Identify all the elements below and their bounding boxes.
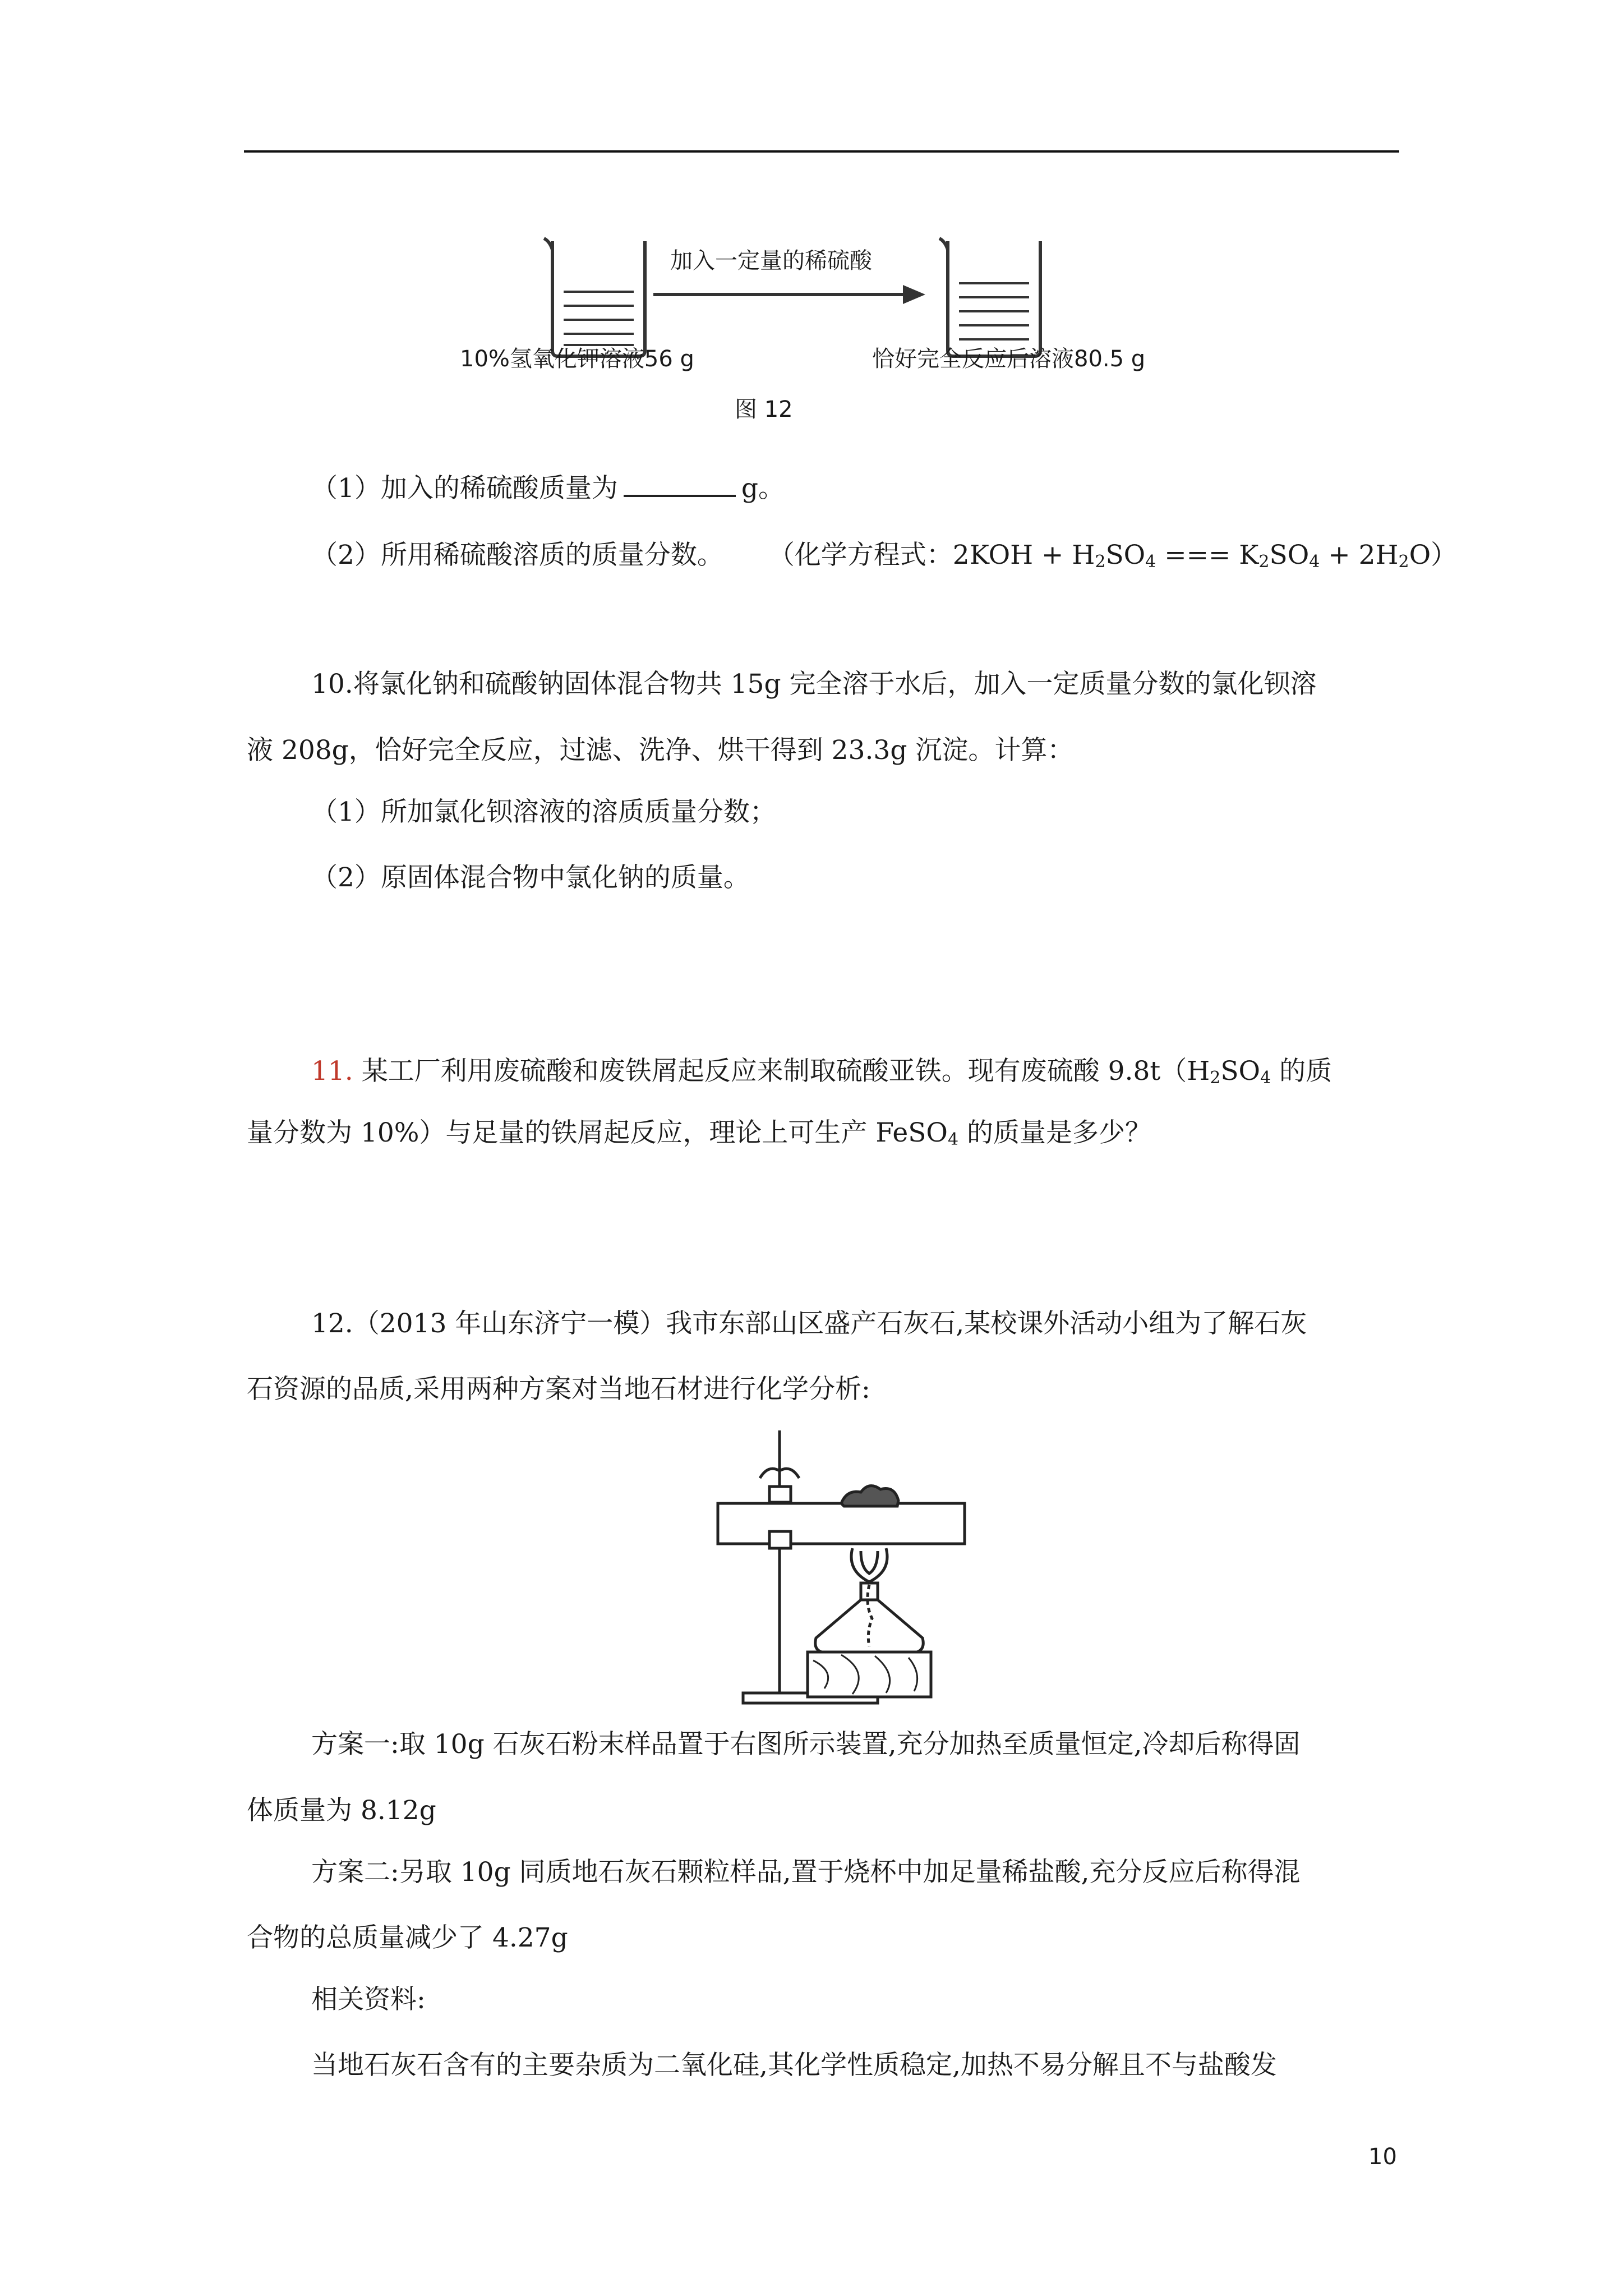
figure-label: 图 12 xyxy=(735,397,793,422)
page-number: 10 xyxy=(1368,2144,1397,2170)
plan1-line1: 方案一:取 10g 石灰石粉末样品置于右图所示装置,充分加热至质量恒定,冷却后称得固 xyxy=(311,1729,1301,1760)
arrow-label: 加入一定量的稀硫酸 xyxy=(670,248,872,274)
q10-line1: 10.将氯化钠和硫酸钠固体混合物共 15g 完全溶于水后，加入一定质量分数的氯化钡溶 xyxy=(311,669,1317,700)
q9-part1-suffix: g。 xyxy=(741,473,785,504)
arrow-icon xyxy=(653,285,925,304)
q9-part2 xyxy=(311,539,1457,579)
reference-title: 相关资料: xyxy=(311,1984,426,2015)
q10-part2: （2）原固体混合物中氯化钠的质量。 xyxy=(311,862,750,893)
chemical-equation: （化学方程式：$2KOH + H_2SO_4$ === $K_2SO_4 + 2H_2O$） xyxy=(768,540,1458,572)
q9-part1 xyxy=(311,470,785,505)
q12-line1: 12.（2013 年山东济宁一模）我市东部山区盛产石灰石,某校课外活动小组为了解石灰 xyxy=(311,1308,1307,1339)
left-beaker-icon xyxy=(544,238,645,356)
answer-blank xyxy=(624,470,736,497)
left-beaker-caption: 10%氢氧化钾溶液56 g xyxy=(460,346,694,372)
right-beaker-icon xyxy=(939,238,1040,356)
reference-line1: 当地石灰石含有的主要杂质为二氧化硅,其化学性质稳定,加热不易分解且不与盐酸发 xyxy=(311,2050,1277,2081)
plan2-line1: 方案二:另取 10g 同质地石灰石颗粒样品,置于烧杯中加足量稀盐酸,充分反应后称得混 xyxy=(311,1857,1301,1888)
q11-line1: 11. 某工厂利用废硫酸和废铁屑起反应来制取硫酸亚铁。现有废硫酸 $9.8t(H_2SO_4$ 的质 xyxy=(311,1056,1332,1088)
q11-line2: 量分数为 10%）与足量的铁屑起反应，理论上可生产 FeSO$_4$ 的质量是多少？ xyxy=(247,1117,1151,1149)
q10-part1: （1）所加氯化钡溶液的溶质质量分数； xyxy=(311,797,776,827)
header-rule xyxy=(244,150,1399,153)
figure-12 xyxy=(460,224,1234,426)
q11-number: 11. xyxy=(311,1056,353,1087)
q9-part2-text: （2）所用稀硫酸溶质的质量分数。 xyxy=(311,540,723,570)
q10-line2: 液 208g，恰好完全反应，过滤、洗净、烘干得到 23.3g 沉淀。计算： xyxy=(247,735,1074,766)
heating-apparatus-diagram xyxy=(701,1425,981,1711)
plan1-line2: 体质量为 8.12g xyxy=(247,1795,436,1826)
q12-line2: 石资源的品质,采用两种方案对当地石材进行化学分析: xyxy=(247,1374,870,1405)
q9-part1-prefix: （1）加入的稀硫酸质量为 xyxy=(311,473,618,504)
right-beaker-caption: 恰好完全反应后溶液80.5 g xyxy=(872,346,1146,372)
plan2-line2: 合物的总质量减少了 4.27g xyxy=(247,1922,568,1953)
